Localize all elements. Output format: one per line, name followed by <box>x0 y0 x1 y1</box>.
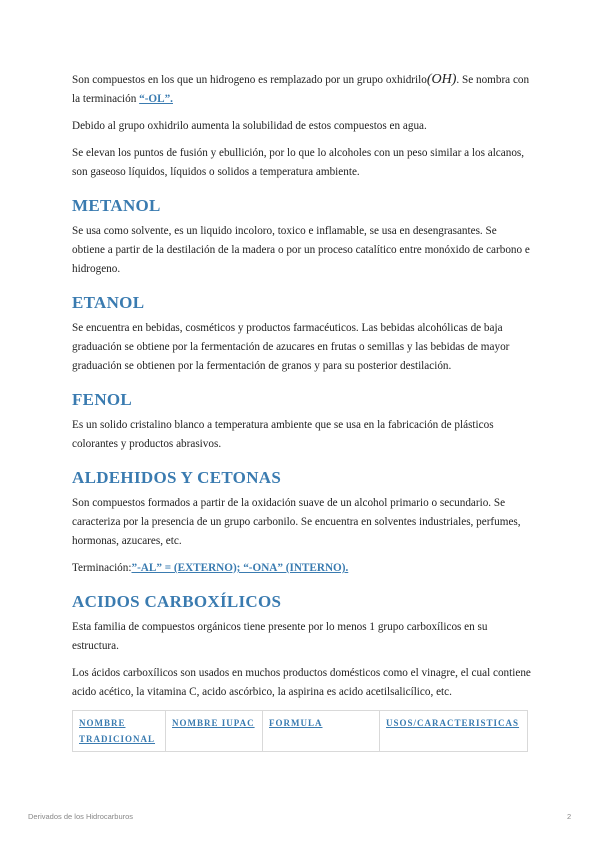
acidos-paragraph-1: Esta familia de compuestos orgánicos tiene presente por lo menos 1 grupo carboxílicos en su estructura. <box>72 621 488 652</box>
acidos-heading: ACIDOS CARBOXÍLICOS <box>72 592 282 611</box>
fenol-heading: FENOL <box>72 390 133 409</box>
intro-paragraph-1 <box>72 70 532 109</box>
ol-termination-link[interactable]: “-OL”. <box>139 93 173 105</box>
etanol-paragraph: Se encuentra en bebidas, cosméticos y productos farmacéuticos. Las bebidas alcohólicas de baja graduación se obtiene por la fermentación de azucares en frutas o semillas y las bebidas de mayor graduación se obtienen por la fermentación de granos y para su posterior destilación. <box>72 322 510 372</box>
intro-text-1: Son compuestos en los que un hidrogeno es remplazado por un grupo oxhidrilo <box>72 74 427 86</box>
header-nombre-tradicional[interactable]: NOMBRE TRADICIONAL <box>73 711 166 752</box>
fenol-paragraph: Es un solido cristalino blanco a temperatura ambiente que se usa en la fabricación de plásticos colorantes y productos abrasivos. <box>72 419 494 450</box>
header-formula[interactable]: FORMULA <box>263 711 380 752</box>
metanol-paragraph: Se usa como solvente, es un liquido incoloro, toxico e inflamable, se usa en desengrasantes. Se obtiene a partir de la destilación de la madera o por un proceso catalítico entre monóxido de carbono e hidrogeno. <box>72 225 530 275</box>
table-header-row <box>73 711 528 752</box>
intro-paragraph-3: Se elevan los puntos de fusión y ebullición, por lo que lo alcoholes con un peso similar a los alcanos, son gaseoso líquidos, líquidos o solidos a temperatura ambiente. <box>72 147 525 178</box>
acidos-paragraph-2: Los ácidos carboxílicos son usados en muchos productos domésticos como el vinagre, el cual contiene acido acético, la vitamina C, acido ascórbico, la aspirina es acido acetilsalicílico, etc. <box>72 667 531 698</box>
compounds-table <box>72 710 528 752</box>
document-body <box>72 70 532 752</box>
intro-text-2: . Se nombra con la terminación <box>72 74 530 105</box>
oh-formula: (OH) <box>426 72 457 87</box>
footer-title: Derivados de los Hidrocarburos <box>28 812 134 821</box>
termination-link[interactable]: ”-AL” = (EXTERNO); “-ONA” (INTERNO). <box>131 562 349 574</box>
termination-label: Terminación: <box>72 562 132 574</box>
metanol-heading: METANOL <box>72 196 161 215</box>
page-number: 2 <box>567 812 572 821</box>
intro-paragraph-2: Debido al grupo oxhidrilo aumenta la solubilidad de estos compuestos en agua. <box>72 120 427 132</box>
etanol-heading: ETANOL <box>72 293 145 312</box>
aldehidos-heading: ALDEHIDOS Y CETONAS <box>72 468 282 487</box>
header-usos[interactable]: USOS/CARACTERISTICAS <box>380 711 528 752</box>
header-nombre-iupac[interactable]: NOMBRE IUPAC <box>166 711 263 752</box>
aldehidos-termination <box>72 559 532 578</box>
aldehidos-paragraph: Son compuestos formados a partir de la oxidación suave de un alcohol primario o secundario. Se caracteriza por la presencia de un grupo carbonilo. Se encuentra en solventes industriales, perfumes, hormonas, azucares, etc. <box>72 497 521 547</box>
